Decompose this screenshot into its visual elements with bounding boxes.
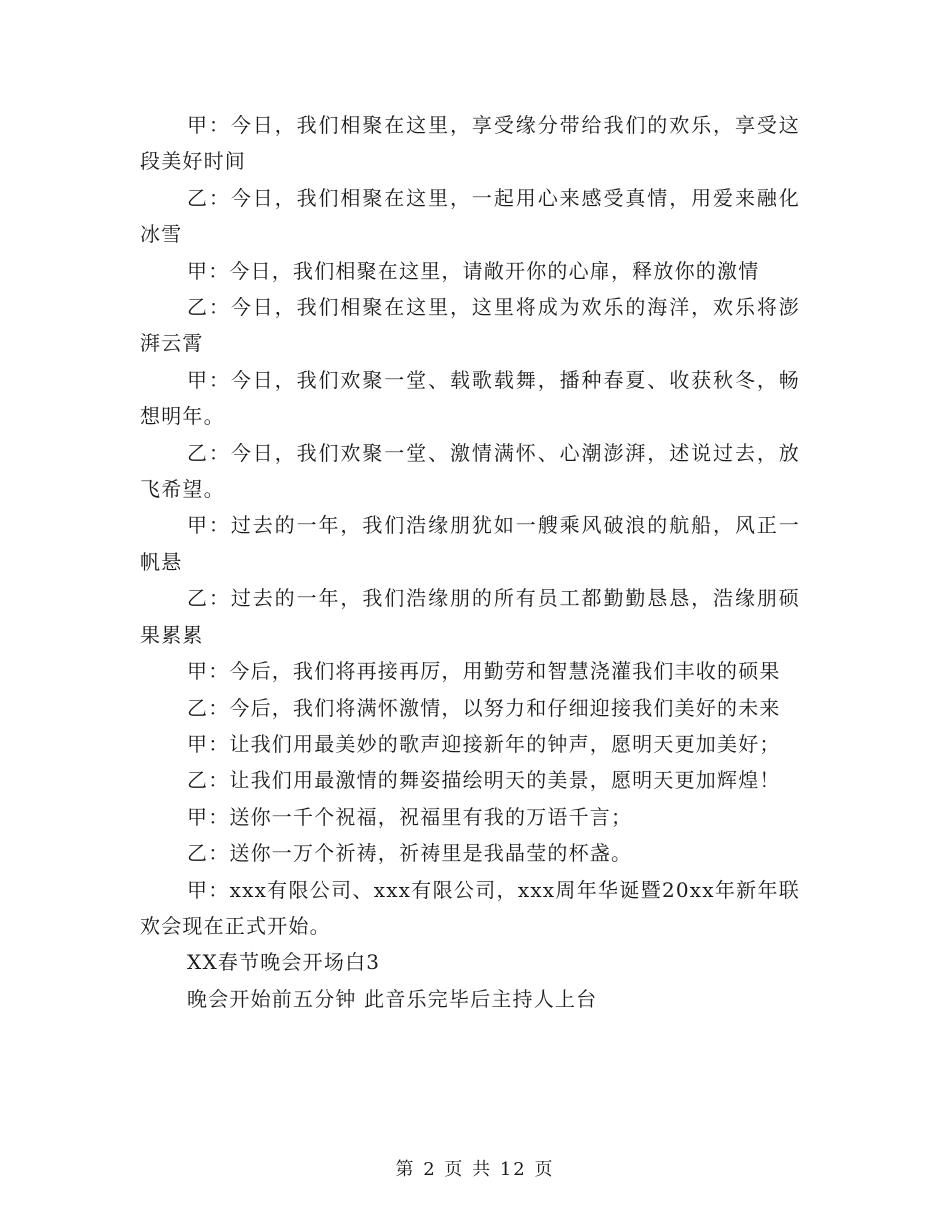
paragraph-15: 甲：xxx有限公司、xxx有限公司，xxx周年华诞暨20xx年新年联欢会现在正式开始。 (140, 877, 800, 938)
paragraph-8: 乙：过去的一年，我们浩缘朋的所有员工都勤勤恳恳，浩缘朋硕果累累 (140, 586, 800, 647)
paragraph-7: 甲：过去的一年，我们浩缘朋犹如一艘乘风破浪的航船，风正一帆悬 (140, 513, 800, 574)
paragraph-17: 晚会开始前五分钟 此音乐完毕后主持人上台 (187, 986, 598, 1011)
page-number-footer: 第 2 页 共 12 页 (395, 1159, 555, 1180)
paragraph-2: 乙：今日，我们相聚在这里，一起用心来感受真情，用爱来融化冰雪 (140, 185, 800, 247)
paragraph-1: 甲：今日，我们相聚在这里，享受缘分带给我们的欢乐，享受这段美好时间 (140, 113, 800, 174)
paragraph-13: 甲：送你一千个祝福，祝福里有我的万语千言； (187, 804, 633, 829)
paragraph-6: 乙：今日，我们欢聚一堂、激情满怀、心潮澎湃，述说过去，放飞希望。 (140, 440, 800, 502)
paragraph-5: 甲：今日，我们欢聚一堂、载歌载舞，播种春夏、收获秋冬，畅想明年。 (140, 367, 800, 429)
paragraph-12: 乙：让我们用最激情的舞姿描绘明天的美景，愿明天更加辉煌！ (187, 768, 781, 793)
section-heading: XX春节晚会开场白3 (187, 950, 381, 975)
paragraph-10: 乙：今后，我们将满怀激情，以努力和仔细迎接我们美好的未来 (187, 695, 781, 720)
document-body (140, 107, 800, 1017)
paragraph-14: 乙：送你一万个祈祷，祈祷里是我晶莹的杯盏。 (187, 841, 633, 866)
paragraph-3: 甲：今日，我们相聚在这里，请敞开你的心扉，释放你的激情 (187, 258, 760, 283)
paragraph-11: 甲：让我们用最美妙的歌声迎接新年的钟声，愿明天更加美好； (187, 731, 781, 756)
paragraph-4: 乙：今日，我们相聚在这里，这里将成为欢乐的海洋，欢乐将澎湃云霄 (140, 295, 800, 356)
paragraph-9: 甲：今后，我们将再接再厉，用勤劳和智慧浇灌我们丰收的硕果 (187, 659, 781, 684)
